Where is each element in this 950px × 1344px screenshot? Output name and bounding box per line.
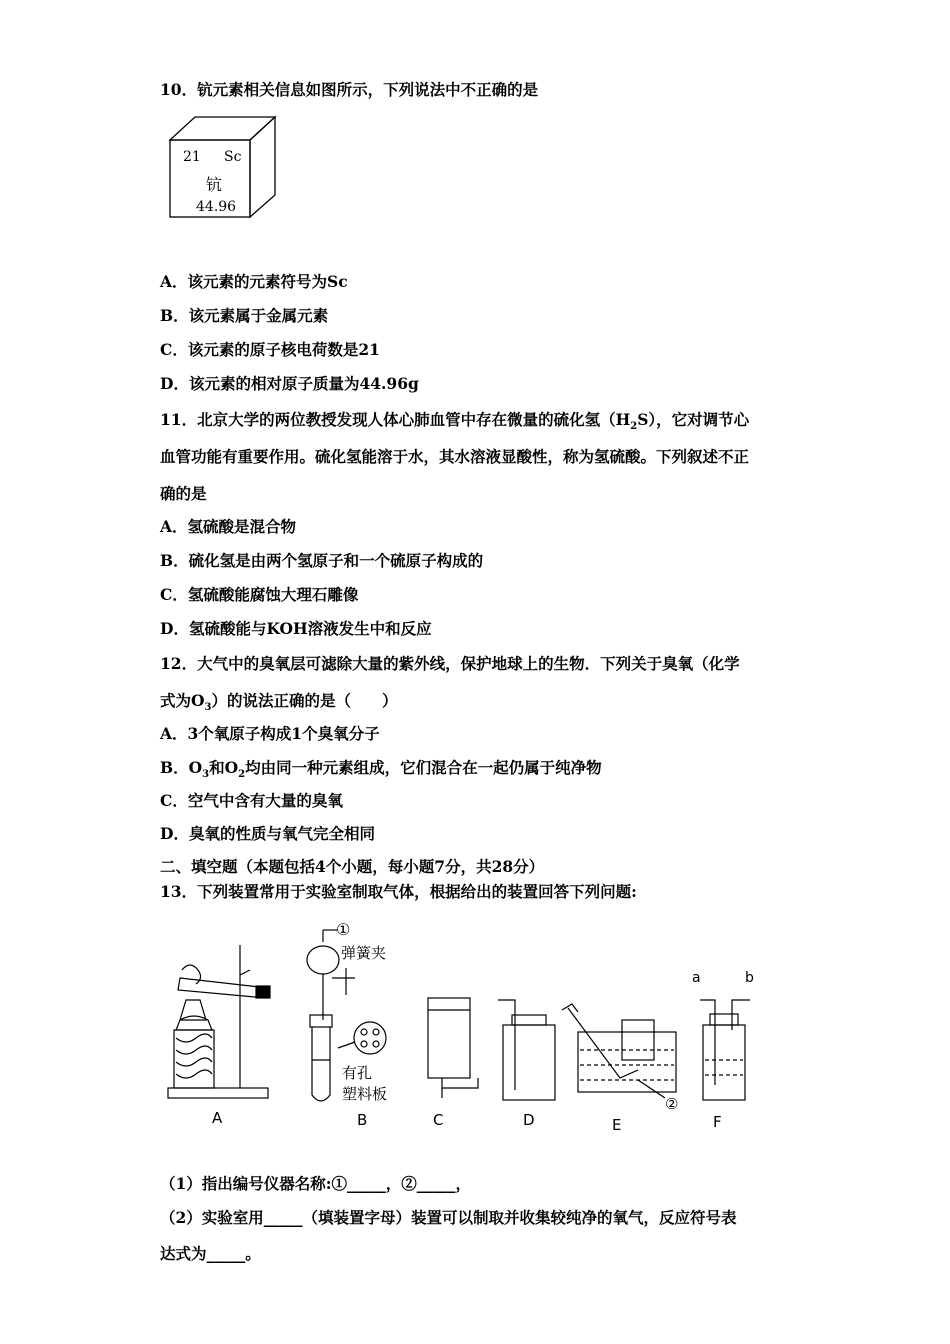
q11-option-c: C．氢硫酸能腐蚀大理石雕像 (160, 585, 359, 604)
port-a: a (692, 970, 701, 986)
q11-option-a: A．氢硫酸是混合物 (160, 517, 297, 536)
q12-line1: 12．大气中的臭氧层可滤除大量的紫外线，保护地球上的生物．下列关于臭氧（化学 (160, 654, 740, 673)
plate-label-1: 有孔 (342, 1064, 373, 1082)
mark-1: ① (336, 920, 351, 939)
port-b: b (745, 970, 754, 986)
q12-option-d: D．臭氧的性质与氧气完全相同 (160, 824, 375, 843)
label-b: B (357, 1111, 368, 1129)
q10-option-b: B．该元素属于金属元素 (160, 306, 329, 325)
spring-clip-label: 弹簧夹 (341, 944, 387, 962)
q12-line2: 式为$O_3$）的说法正确的是（ ） (160, 691, 398, 714)
element-mass: 44.96 (196, 199, 237, 215)
q11-option-d: D．氢硫酸能与KOH溶液发生中和反应 (160, 619, 432, 638)
apparatus-a (168, 945, 270, 1098)
q13-part2-cont: 达式为_____。 (160, 1244, 261, 1263)
mark-2: ② (665, 1095, 679, 1113)
element-symbol: Sc (224, 149, 242, 165)
element-number: 21 (183, 149, 201, 165)
section-heading: 二、填空题（本题包括4个小题，每小题7分，共28分） (160, 857, 545, 876)
apparatus-f (700, 1000, 750, 1100)
q13-part1: （1）指出编号仪器名称:①_____，②_____， (160, 1174, 472, 1193)
apparatus-figure (160, 920, 800, 1140)
label-c: C (433, 1111, 444, 1129)
q11-line3: 确的是 (160, 484, 207, 503)
q12-option-a: A．3个氧原子构成1个臭氧分子 (160, 724, 380, 743)
q11-option-b: B．硫化氢是由两个氢原子和一个硫原子构成的 (160, 551, 484, 570)
apparatus-d (498, 1000, 555, 1100)
label-a: A (212, 1109, 223, 1127)
q10-option-a: A．该元素的元素符号为Sc (160, 272, 348, 291)
q13-part2: （2）实验室用_____（填装置字母）装置可以制取并收集较纯净的氧气，反应符号表 (160, 1208, 737, 1227)
label-d: D (523, 1111, 535, 1129)
q10-option-c: C．该元素的原子核电荷数是21 (160, 340, 380, 359)
apparatus-e (562, 1004, 676, 1098)
label-f: F (713, 1113, 722, 1131)
element-name: 钪 (206, 175, 223, 194)
apparatus-c (428, 998, 478, 1098)
q10-stem: 10．钪元素相关信息如图所示，下列说法中不正确的是 (160, 80, 539, 99)
q13-stem: 13．下列装置常用于实验室制取气体，根据给出的装置回答下列问题: (160, 882, 637, 901)
q11-line2: 血管功能有重要作用。硫化氢能溶于水，其水溶液显酸性，称为氢硫酸。下列叙述不正 (160, 447, 750, 466)
label-e: E (612, 1116, 622, 1134)
q12-option-c: C．空气中含有大量的臭氧 (160, 791, 343, 810)
q11-line1: 11．北京大学的两位教授发现人体心肺血管中存在微量的硫化氢$(H_2S)$，它对调节心 (160, 410, 750, 433)
q10-option-d: D．该元素的相对原子质量为44.96g (160, 374, 419, 393)
q12-option-b: B．$O_3$和$O_2$均由同一种元素组成，它们混合在一起仍属于纯净物 (160, 758, 602, 781)
plate-label-2: 塑料板 (342, 1085, 388, 1103)
